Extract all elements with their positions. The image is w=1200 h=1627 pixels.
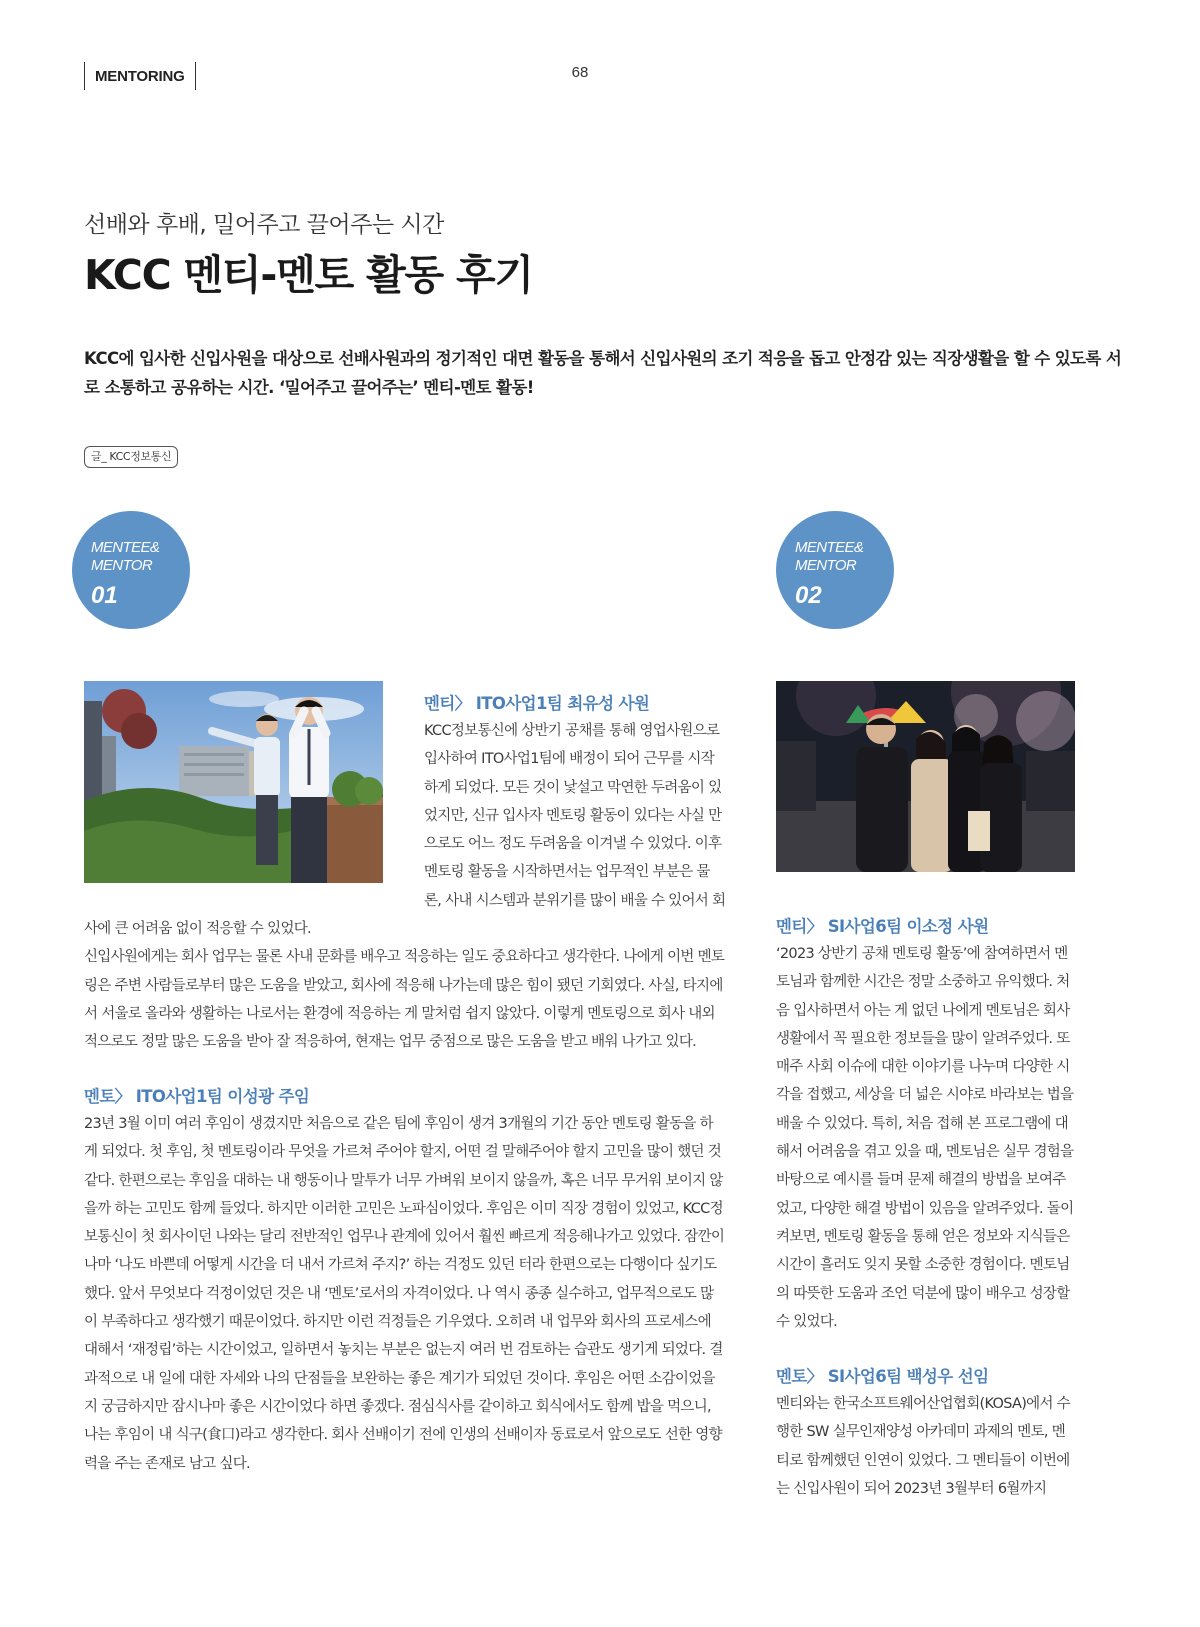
mentor-name-team1: 멘토〉 ITO사업1팀 이성광 주임	[84, 1087, 310, 1106]
badge-line: MENTEE&	[91, 539, 160, 556]
mentee-text-team1	[424, 717, 724, 915]
mentee-name-team1: 멘티〉 ITO사업1팀 최유성 사원	[424, 694, 650, 713]
article-intro: KCC에 입사한 신입사원을 대상으로 선배사원과의 정기적인 대면 활동을 통해서 신입사원의 조기 적응을 돕고 안정감 있는 직장생활을 할 수 있도록 서로 소통하고 공유하는 시간. ‘밀어주고 끌어주는’ 멘티-멘토 활동!	[84, 349, 1122, 397]
mentor-name-team2: 멘토〉 SI사업6팀 백성우 선임	[776, 1367, 989, 1386]
mentee-text-team1-continued	[84, 915, 726, 1056]
section-label: MENTORING	[95, 67, 185, 85]
byline-tag: 글_ KCC정보통신	[84, 446, 178, 468]
text-paragraph: 사에 큰 어려움 없이 적응할 수 있었다.	[84, 921, 311, 937]
text-line: 었지만, 신규 입사자 멘토링 활동이 있다는 사실 만	[424, 807, 722, 824]
mentee-text-team2: ‘2023 상반기 공채 멘토링 활동’에 참여하면서 멘토님과 함께한 시간은 정말 소중하고 유익했다. 처음 입사하면서 아는 게 없던 나에게 멘토님은 회사 생활에서 꼭 필요한 정보들을 많이 알려주었다. 또 매주 사회 이슈에 대한 이야기를 나누며 다양한 시각을 접했고, 세상을 더 넓은 시야로 바라보는 법을 배울 수 있었다. 특히, 처음 접해 본 프로그램에 대해서 어려움을 겪고 있을 때, 멘토님은 실무 경험을 바탕으로 예시를 들며 문제 해결의 방법을 보여주었고, 다양한 해결 방법이 있음을 알려주었다. 돌이켜보면, 멘토링 활동을 통해 얻은 정보와 지식들은 시간이 흘러도 잊지 못할 소중한 경험이다. 멘토님의 따뜻한 도움과 조언 덕분에 많이 배우고 성장할 수 있었다.	[776, 946, 1074, 1330]
text-line: 멘토링 활동을 시작하면서는 업무적인 부분은 물	[424, 864, 710, 881]
text-line: 하게 되었다. 모든 것이 낯설고 막연한 두려움이 있	[424, 779, 722, 796]
badge-number: 02	[795, 582, 822, 609]
mentee-name-team2: 멘티〉 SI사업6팀 이소정 사원	[776, 917, 989, 936]
mentor-text-team1: 23년 3월 이미 여러 후임이 생겼지만 처음으로 같은 팀에 후임이 생겨 3개월의 기간 동안 멘토링 활동을 하게 되었다. 첫 후임, 첫 멘토링이라 무엇을 가르쳐 주어야 할지, 어떤 걸 말해주어야 할지 고민을 많이 했던 것 같다. 한편으로는 후임을 대하는 내 행동이나 말투가 너무 가벼워 보이지 않을까, 혹은 너무 무거워 보이지 않을까 하는 고민도 함께 들었다. 하지만 이러한 고민은 노파심이었다. 후임은 이미 직장 경험이 있었고, KCC정보통신이 첫 회사이던 나와는 달리 전반적인 업무나 관계에 있어서 훨씬 빠르게 적응해나가고 있었다. 잠깐이나마 ‘나도 바쁜데 어떻게 시간을 더 내서 가르쳐 주지?’ 하는 걱정도 있던 터라 한편으로는 다행이다 싶기도 했다. 앞서 무엇보다 걱정이었던 것은 내 ‘멘토’로서의 자격이었다. 나 역시 종종 실수하고, 업무적으로도 많이 부족하다고 생각했기 때문이었다. 하지만 이런 걱정들은 기우였다. 오히려 내 업무와 회사의 프로세스에 대해서 ‘재정립’하는 시간이었고, 일하면서 놓치는 부분은 없는지 여러 번 검토하는 습관도 생기게 되었다. 결과적으로 내 일에 대한 자세와 나의 단점들을 보완하는 좋은 계기가 되었던 것이다. 후임은 어떤 소감이었을지 궁금하지만 잠시나마 좋은 시간이었다 하면 좋겠다. 점심식사를 같이하고 회식에서도 함께 밥을 먹으니, 나는 후임이 내 식구(食口)라고 생각한다. 회사 선배이기 전에 인생의 선배이자 동료로서 앞으로도 선한 영향력을 주는 존재로 남고 싶다.	[84, 1116, 725, 1472]
running-header	[84, 62, 196, 90]
divider	[195, 62, 196, 90]
badge-line: MENTEE&	[795, 539, 864, 556]
badge-number: 01	[91, 582, 118, 609]
article-subtitle: 선배와 후배, 밀어주고 끌어주는 시간	[84, 212, 444, 238]
text-line: 입사하여 ITO사업1팀에 배정이 되어 근무를 시작	[424, 751, 715, 768]
badge-line: MENTOR	[795, 557, 857, 574]
mentee-mentor-badge-02	[776, 511, 894, 629]
text-line: KCC정보통신에 상반기 공채를 통해 영업사원으로	[424, 723, 720, 739]
mentee-mentor-badge-01	[72, 511, 190, 629]
article-title: KCC 멘티-멘토 활동 후기	[84, 251, 533, 299]
badge-line: MENTOR	[91, 557, 153, 574]
page-number: 68	[571, 64, 589, 81]
text-paragraph: 신입사원에게는 회사 업무는 물론 사내 문화를 배우고 적응하는 일도 중요하다고 생각한다. 나에게 이번 멘토링은 주변 사람들로부터 많은 도움을 받았고, 회사에 적응해 나가는데 많은 힘이 됐던 기회였다. 사실, 타지에서 서울로 올라와 생활하는 나로서는 환경에 적응하는 게 말처럼 쉽지 않았다. 이렇게 멘토링으로 회사 내외적으로도 정말 많은 도움을 받아 잘 적응하여, 현재는 업무 중점으로 많은 도움을 받고 배워 나가고 있다.	[84, 949, 725, 1051]
photo-team1-rooftop	[84, 681, 383, 883]
text-line: 론, 사내 시스템과 분위기를 많이 배울 수 있어서 회	[424, 892, 726, 909]
photo-team2-night-group	[776, 681, 1075, 872]
mentor-text-team2: 멘티와는 한국소프트웨어산업협회(KOSA)에서 수행한 SW 실무인재양성 아카데미 과제의 멘토, 멘티로 함께했던 인연이 있었다. 그 멘티들이 이번에는 신입사원이 되어 2023년 3월부터 6월까지	[776, 1396, 1070, 1497]
text-line: 으로도 어느 정도 두려움을 이겨낼 수 있었다. 이후	[424, 836, 722, 853]
